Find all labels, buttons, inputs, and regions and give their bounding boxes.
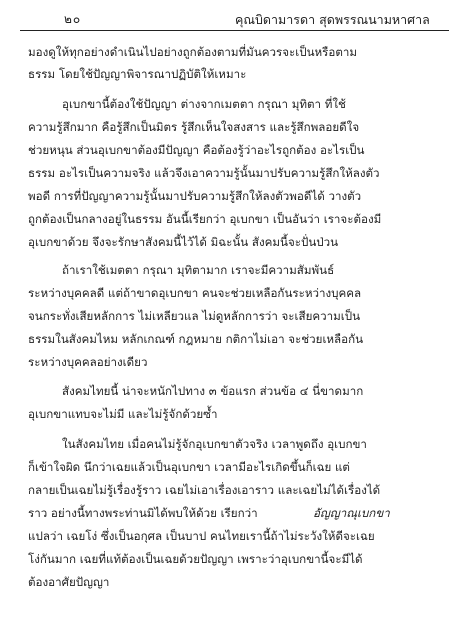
text-line: อุเบกขาด้วย จึงจะรักษาสังคมนี้ไว้ได้ มิฉะนั้น สังคมนี้จะปั่นป่วน — [28, 235, 339, 249]
text-line: ราว อย่างนี้ทางพระท่านมิได้พบให้ด้วย เรียกว่า — [28, 506, 258, 520]
text-line: จนกระทั่งเสียหลักการ ไม่เหลียวแล ไม่ดูหลักการว่า จะเสียความเป็น — [28, 309, 361, 323]
page-number: ๒๐ — [64, 12, 82, 26]
text-line: กลายเป็นเฉยไม่รู้เรื่องรู้ราว เฉยไม่เอาเรื่องเอาราว และเฉยไม่ได้เรื่องได้ — [28, 483, 381, 497]
text-line: ถ้าเราใช้เมตตา กรุณา มุทิตามาก เราจะมีความสัมพันธ์ — [62, 263, 335, 277]
text-line: ธรรม โดยใช้ปัญญาพิจารณาปฏิบัติให้เหมาะ — [28, 67, 247, 81]
text-line: ถูกต้องเป็นกลางอยู่ในธรรม อันนี้เรียกว่า อุเบกขา เป็นอันว่า เราจะต้องมี — [28, 212, 382, 226]
pali-term: อัญญาณุเบกขา — [313, 506, 390, 520]
text-line: มองดูให้ทุกอย่างดำเนินไปอย่างถูกต้องตามที่มันควรจะเป็นหรือตาม — [28, 45, 358, 59]
text-line: ต้องอาศัยปัญญา — [28, 575, 110, 589]
page-header — [20, 6, 449, 28]
text-line: อุเบกขานี้ต้องใช้ปัญญา ต่างจากเมตตา กรุณา มุทิตา ที่ใช้ — [62, 97, 346, 111]
text-line: ความรู้สึกมาก คือรู้สึกเป็นมิตร รู้สึกเห็นใจสงสาร และรู้สึกพลอยดีใจ — [28, 120, 360, 134]
text-line: ในสังคมไทย เมื่อคนไม่รู้จักอุเบกขาตัวจริง เวลาพูดถึง อุเบกขา — [62, 437, 367, 451]
text-line: ระหว่างบุคคลดี แต่ถ้าขาดอุเบกขา คนจะช่วยเหลือกันระหว่างบุคคล — [28, 286, 362, 300]
running-title: คุณบิดามารดา สุดพรรณนามหาศาล — [235, 12, 430, 27]
text-line: ระหว่างบุคคลอย่างเดียว — [28, 355, 148, 369]
text-line: ช่วยหนุน ส่วนอุเบกขาต้องมีปัญญา คือต้องรู้ว่าอะไรถูกต้อง อะไรเป็น — [28, 143, 365, 157]
text-line: อุเบกขาแทบจะไม่มี และไม่รู้จักด้วยซ้ำ — [28, 407, 218, 421]
text-line: ก็เข้าใจผิด นึกว่าเฉยแล้วเป็นอุเบกขา เวลามีอะไรเกิดขึ้นก็เฉย แต่ — [28, 460, 350, 474]
text-line: แปลว่า เฉยโง่ ซึ่งเป็นอกุศล เป็นบาป คนไทยเรานี้ถ้าไม่ระวังให้ดีจะเฉย — [28, 529, 375, 543]
text-line: ธรรมในสังคมไหม หลักเกณฑ์ กฎหมาย กติกาไม่เอา จะช่วยเหลือกัน — [28, 332, 364, 346]
text-line: สังคมไทยนี้ น่าจะหนักไปทาง ๓ ข้อแรก ส่วนข้อ ๔ นี่ขาดมาก — [62, 384, 364, 398]
text-line: ธรรม อะไรเป็นความจริง แล้วจึงเอาความรู้นั้นมาปรับความรู้สึกให้ลงตัว — [28, 166, 380, 180]
text-line: โง่กันมาก เฉยที่แท้ต้องเป็นเฉยด้วยปัญญา เพราะว่าอุเบกขานี้จะมีได้ — [28, 552, 363, 566]
header-rule — [20, 30, 449, 31]
text-line: พอดี การที่ปัญญาความรู้นั้นมาปรับความรู้สึกให้ลงตัวพอดีได้ วางตัว — [28, 189, 362, 203]
